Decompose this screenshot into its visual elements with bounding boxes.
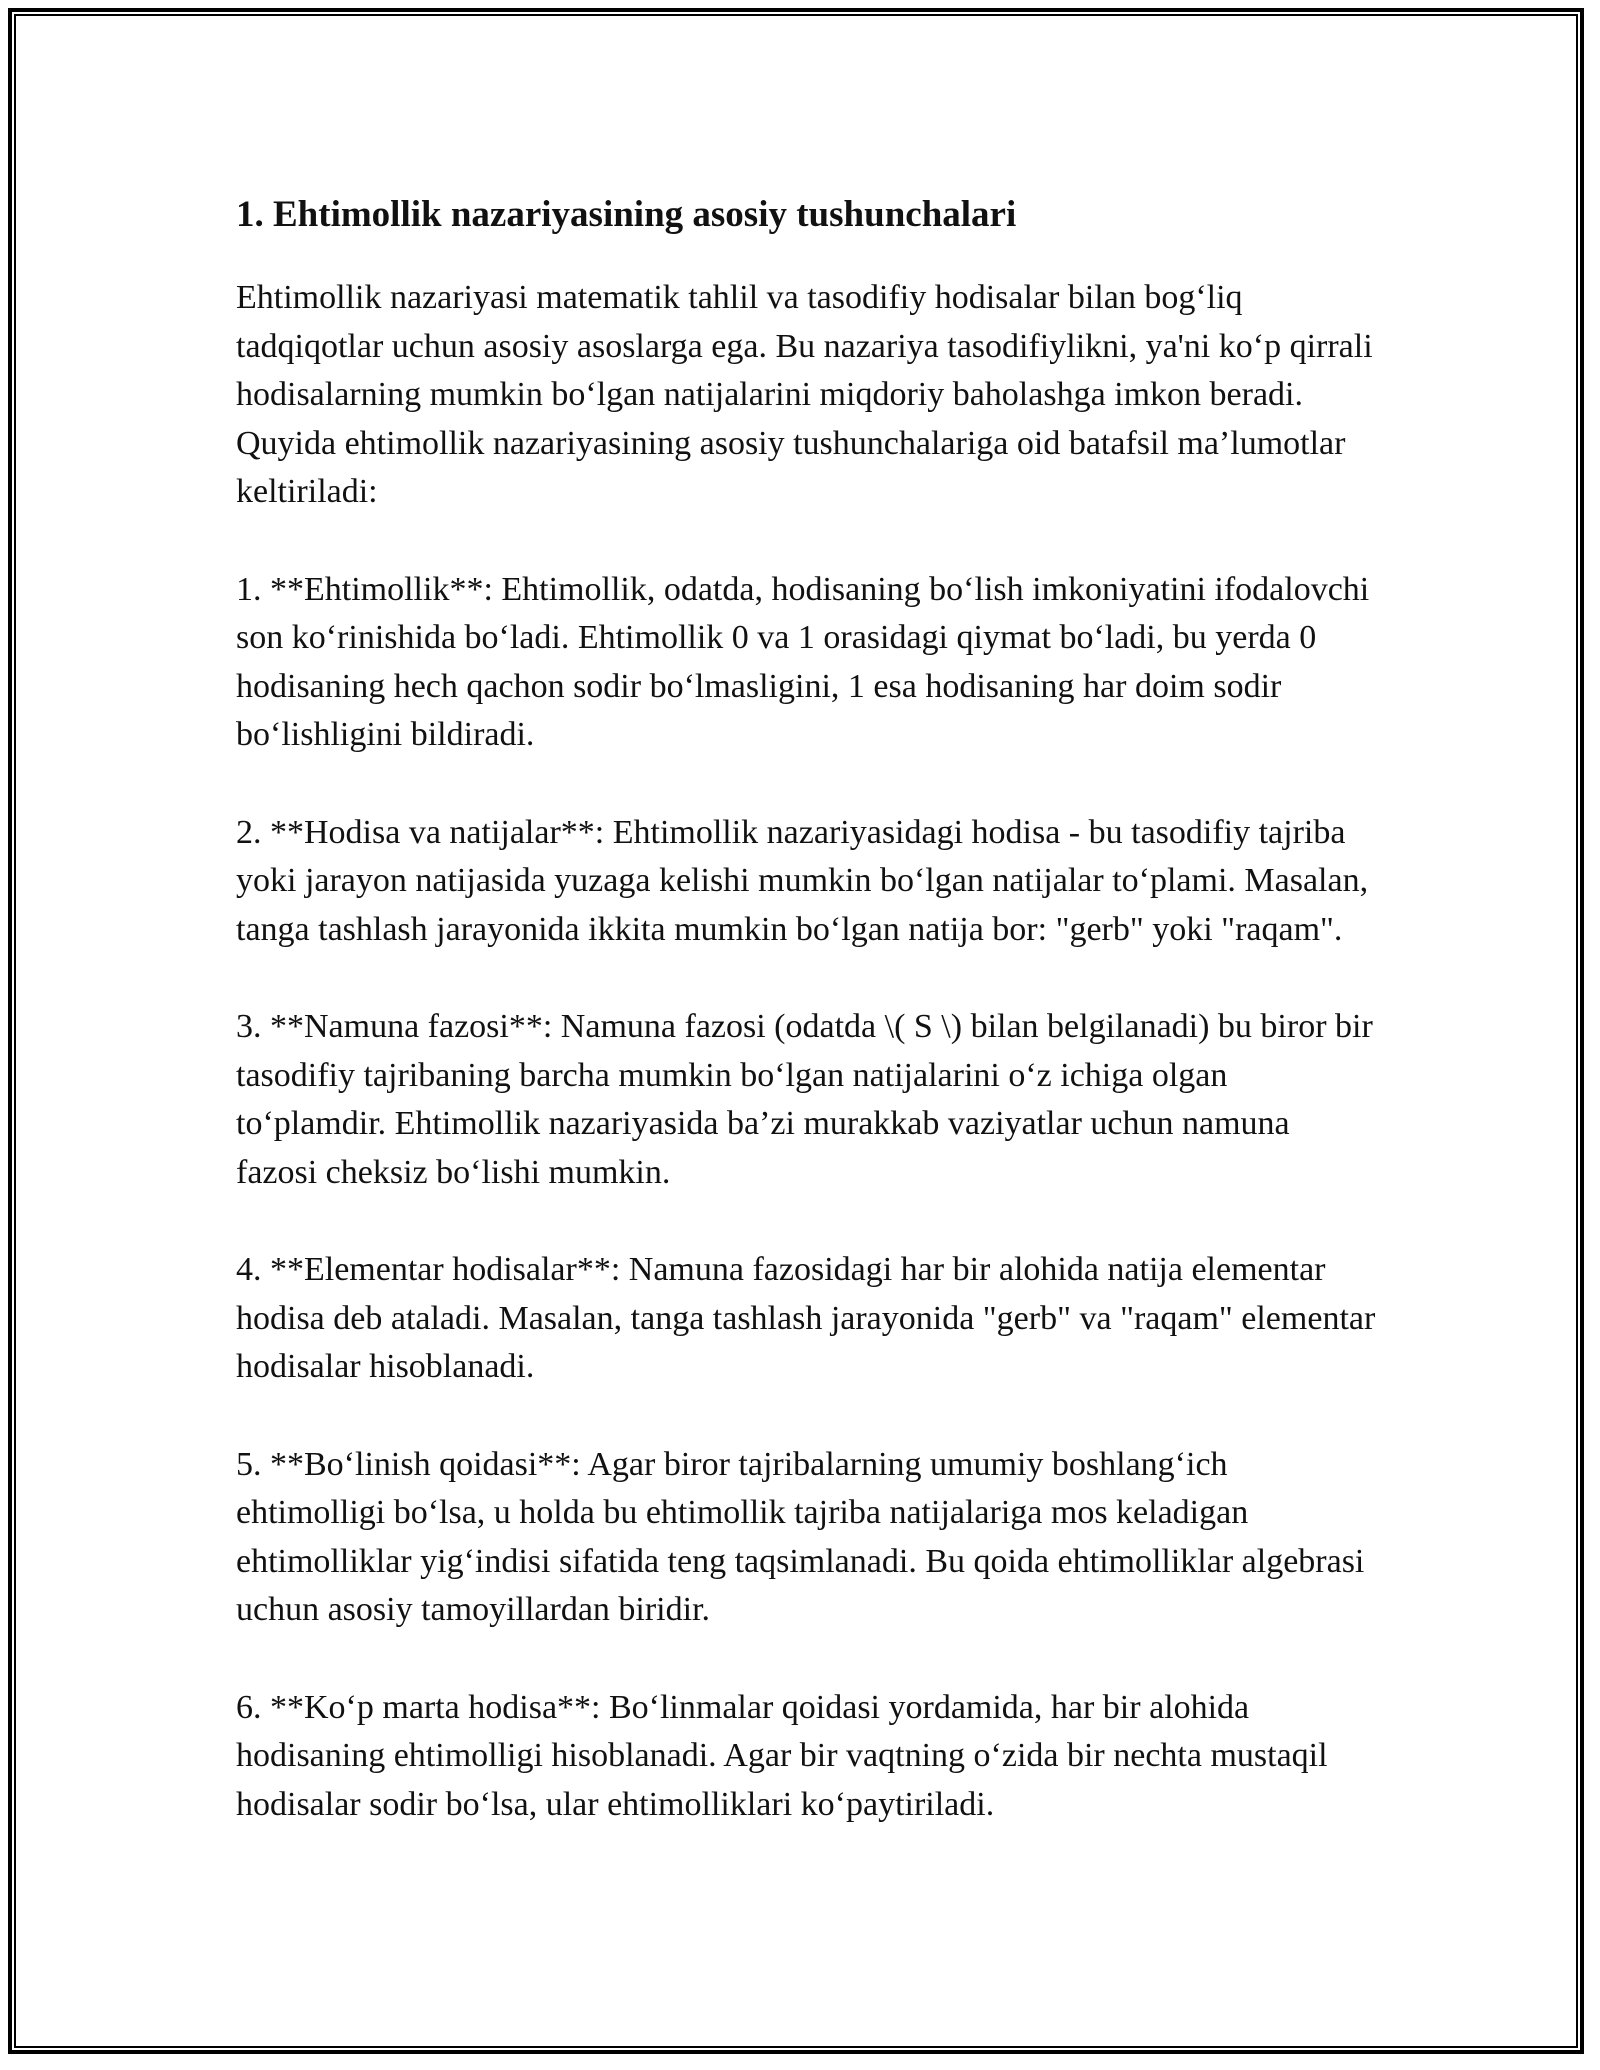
paragraph-hodisa-va-natijalar: 2. **Hodisa va natijalar**: Ehtimollik nazariyasidagi hodisa - bu tasodifiy tajriba yoki jarayon natijasida yuzaga kelishi mumkin bo‘lgan natijalar to‘plami. Masalan, tanga tashlash jarayonida ikkita mumkin bo‘lgan natija bor: "gerb" yoki "raqam". [236, 813, 1369, 948]
paragraph-kop-marta-hodisa: 6. **Ko‘p marta hodisa**: Bo‘linmalar qoidasi yordamida, har bir alohida hodisaning ehtimolligi hisoblanadi. Agar bir vaqtning o‘zida bir nechta mustaqil hodisalar sodir bo‘lsa, ular ehtimolliklari ko‘paytiriladi. [236, 1688, 1328, 1823]
document-title: 1. Ehtimollik nazariyasining asosiy tushunchalari [236, 194, 1017, 235]
paragraph-elementar-hodisalar: 4. **Elementar hodisalar**: Namuna fazosidagi har bir alohida natija elementar hodisa deb ataladi. Masalan, tanga tashlash jarayonida "gerb" va "raqam" elementar hodisalar hisoblanadi. [236, 1251, 1376, 1385]
paragraph-bolinish-qoidasi: 5. **Bo‘linish qoidasi**: Agar biror tajribalarning umumiy boshlang‘ich ehtimolligi bo‘lsa, u holda bu ehtimollik tajriba natijalariga mos keladigan ehtimolliklar yig‘indisi sifatida teng taqsimlanadi. Bu qoida ehtimolliklar algebrasi uchun asosiy tamoyillardan biridir. [236, 1445, 1365, 1628]
document-body [236, 180, 1376, 1878]
paragraph-namuna-fazosi: 3. **Namuna fazosi**: Namuna fazosi (odatda \( S \) bilan belgilanadi) bu biror bir tasodifiy tajribaning barcha mumkin bo‘lgan natijalarini o‘z ichiga olgan to‘plamdir. Ehtimollik nazariyasida ba’zi murakkab vaziyatlar uchun namuna fazosi cheksiz bo‘lishi mumkin. [236, 1008, 1373, 1191]
paragraph-ehtimollik: 1. **Ehtimollik**: Ehtimollik, odatda, hodisaning bo‘lish imkoniyatini ifodalovchi son ko‘rinishida bo‘ladi. Ehtimollik 0 va 1 orasidagi qiymat bo‘ladi, bu yerda 0 hodisaning hech qachon sodir bo‘lmasligini, 1 esa hodisaning har doim sodir bo‘lishligini bildiradi. [236, 570, 1370, 753]
intro-paragraph: Ehtimollik nazariyasi matematik tahlil va tasodifiy hodisalar bilan bog‘liq tadqiqotlar uchun asosiy asoslarga ega. Bu nazariya tasodifiylikni, ya'ni ko‘p qirrali hodisalarning mumkin bo‘lgan natijalarini miqdoriy baholashga imkon beradi. Quyida ehtimollik nazariyasining asosiy tushunchalariga oid batafsil ma’lumotlar keltiriladi: [236, 279, 1373, 510]
